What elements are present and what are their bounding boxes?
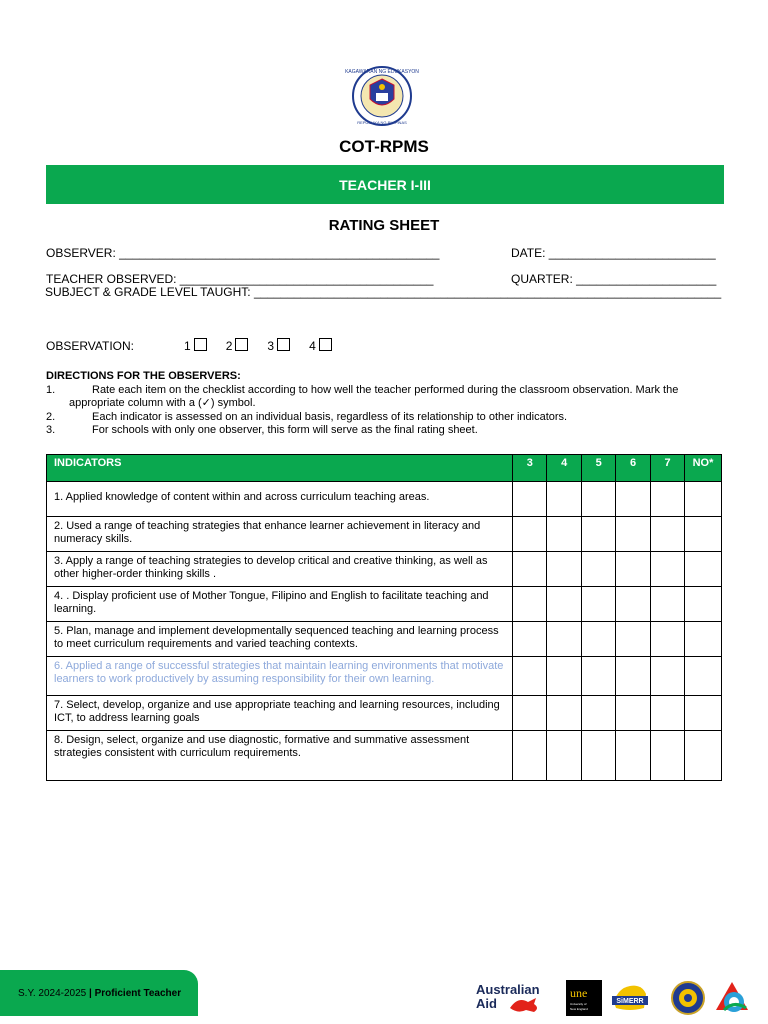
table-row bbox=[47, 517, 722, 552]
rating-cell[interactable] bbox=[651, 622, 685, 657]
footer-school-year: S.Y. 2024-2025 | Proficient Teacher bbox=[0, 970, 198, 1016]
rating-cell[interactable] bbox=[684, 731, 721, 781]
observation-label: OBSERVATION: bbox=[46, 339, 135, 353]
rating-cell[interactable] bbox=[651, 696, 685, 731]
simerr-logo bbox=[610, 980, 650, 1016]
header-indicators: INDICATORS bbox=[47, 455, 513, 482]
rating-cell[interactable] bbox=[547, 696, 582, 731]
rating-cell[interactable] bbox=[684, 587, 721, 622]
indicator-text: 7. Select, develop, organize and use appropriate teaching and learning resources, including ICT, to address learning goals bbox=[47, 696, 513, 731]
subject-grade-field[interactable]: SUBJECT & GRADE LEVEL TAUGHT: ______________________________________________________________________ bbox=[45, 285, 722, 299]
svg-text:une: une bbox=[570, 986, 588, 1000]
observation-option-3[interactable]: 3 bbox=[267, 338, 290, 353]
direction-item: 2. Each indicator is assessed on an individual basis, regardless of its relationship to other indicators. bbox=[46, 410, 568, 423]
rating-cell[interactable] bbox=[651, 517, 685, 552]
observation-row bbox=[46, 338, 351, 353]
rating-cell[interactable] bbox=[547, 622, 582, 657]
seal-top-text: KAGAWARAN NG EDUKASYON bbox=[345, 69, 419, 75]
observation-option-1[interactable]: 1 bbox=[184, 338, 207, 353]
table-row bbox=[47, 622, 722, 657]
rating-cell[interactable] bbox=[547, 517, 582, 552]
rating-cell[interactable] bbox=[582, 622, 616, 657]
table-row bbox=[47, 587, 722, 622]
rating-cell[interactable] bbox=[547, 482, 582, 517]
rating-cell[interactable] bbox=[547, 552, 582, 587]
teacher-observed-field[interactable]: TEACHER OBSERVED: ______________________________________ bbox=[46, 272, 434, 286]
teacher-level-band bbox=[46, 165, 724, 204]
date-field[interactable]: DATE: _________________________ bbox=[511, 246, 716, 260]
observation-option-2[interactable]: 2 bbox=[226, 338, 249, 353]
rating-cell[interactable] bbox=[684, 552, 721, 587]
rating-cell[interactable] bbox=[616, 657, 651, 696]
indicator-text: 4. . Display proficient use of Mother Tongue, Filipino and English to facilitate teaching and learning. bbox=[47, 587, 513, 622]
table-row bbox=[47, 657, 722, 696]
teacher-level-label: TEACHER I-III bbox=[339, 176, 431, 193]
rating-cell[interactable] bbox=[513, 731, 547, 781]
indicator-text: 6. Applied a range of successful strategies that maintain learning environments that motivate learners to work productively by assuming responsibility for their own learning. bbox=[47, 657, 513, 696]
rating-cell[interactable] bbox=[616, 622, 651, 657]
header-rating-4: 4 bbox=[547, 455, 582, 482]
header-rating-7: 7 bbox=[651, 455, 685, 482]
table-row bbox=[47, 696, 722, 731]
header-rating-3: 3 bbox=[513, 455, 547, 482]
rating-cell[interactable] bbox=[513, 657, 547, 696]
rating-cell[interactable] bbox=[582, 517, 616, 552]
observer-field[interactable]: OBSERVER: ________________________________________________ bbox=[46, 246, 440, 260]
rating-cell[interactable] bbox=[582, 552, 616, 587]
form-title: COT-RPMS bbox=[339, 137, 429, 156]
directions bbox=[46, 370, 718, 438]
institution-seal-logo bbox=[670, 980, 706, 1016]
table-row bbox=[47, 731, 722, 781]
direction-item: 3. For schools with only one observer, this form will serve as the final rating sheet. bbox=[46, 424, 478, 436]
rating-cell[interactable] bbox=[684, 482, 721, 517]
indicator-text: 3. Apply a range of teaching strategies to develop critical and creative thinking, as well as other higher-order thinking skills . bbox=[47, 552, 513, 587]
directions-heading: DIRECTIONS FOR THE OBSERVERS: bbox=[46, 370, 241, 382]
table-header-row bbox=[47, 455, 722, 482]
school-year: S.Y. 2024-2025 bbox=[18, 987, 87, 999]
observation-option-4[interactable]: 4 bbox=[309, 338, 332, 353]
rating-cell[interactable] bbox=[513, 622, 547, 657]
rating-cell[interactable] bbox=[651, 587, 685, 622]
rating-cell[interactable] bbox=[616, 517, 651, 552]
rating-cell[interactable] bbox=[651, 657, 685, 696]
rating-cell[interactable] bbox=[651, 482, 685, 517]
indicator-text: 1. Applied knowledge of content within and across curriculum teaching areas. bbox=[47, 482, 513, 517]
header-rating-5: 5 bbox=[582, 455, 616, 482]
rating-cell[interactable] bbox=[684, 696, 721, 731]
rating-cell[interactable] bbox=[684, 517, 721, 552]
rating-cell[interactable] bbox=[547, 731, 582, 781]
rating-cell[interactable] bbox=[651, 731, 685, 781]
checkbox-icon[interactable] bbox=[235, 338, 248, 351]
indicator-text: 5. Plan, manage and implement developmentally sequenced teaching and learning process to meet curriculum requirements and varied teaching contexts. bbox=[47, 622, 513, 657]
rating-cell[interactable] bbox=[513, 517, 547, 552]
indicator-text: 2. Used a range of teaching strategies that enhance learner achievement in literacy and numeracy skills. bbox=[47, 517, 513, 552]
rating-cell[interactable] bbox=[582, 482, 616, 517]
rating-cell[interactable] bbox=[513, 482, 547, 517]
rating-cell[interactable] bbox=[582, 587, 616, 622]
svg-text:Aid: Aid bbox=[476, 996, 497, 1011]
australian-aid-logo bbox=[474, 978, 554, 1018]
rating-cell[interactable] bbox=[547, 587, 582, 622]
rating-cell[interactable] bbox=[684, 622, 721, 657]
seal-bottom-text: REPUBLIKA NG PILIPINAS bbox=[357, 120, 407, 125]
header-no: NO* bbox=[684, 455, 721, 482]
rating-cell[interactable] bbox=[616, 587, 651, 622]
svg-text:University of: University of bbox=[570, 1002, 587, 1006]
rating-cell[interactable] bbox=[582, 657, 616, 696]
rating-cell[interactable] bbox=[616, 696, 651, 731]
rating-sheet-title: RATING SHEET bbox=[328, 217, 440, 234]
checkbox-icon[interactable] bbox=[319, 338, 332, 351]
svg-text:Australian: Australian bbox=[476, 982, 540, 997]
table-row bbox=[47, 482, 722, 517]
rating-cell[interactable] bbox=[616, 552, 651, 587]
rating-cell[interactable] bbox=[513, 587, 547, 622]
table-row bbox=[47, 552, 722, 587]
proficiency-level: Proficient Teacher bbox=[94, 987, 182, 999]
rating-cell[interactable] bbox=[513, 552, 547, 587]
rating-cell[interactable] bbox=[513, 696, 547, 731]
rating-cell[interactable] bbox=[684, 657, 721, 696]
checkbox-icon[interactable] bbox=[194, 338, 207, 351]
quarter-field[interactable]: QUARTER: _____________________ bbox=[511, 272, 717, 286]
indicators-table bbox=[46, 454, 722, 781]
seameo-logo bbox=[712, 980, 752, 1016]
checkbox-icon[interactable] bbox=[277, 338, 290, 351]
header-rating-6: 6 bbox=[616, 455, 651, 482]
rating-cell[interactable] bbox=[547, 657, 582, 696]
svg-text:New England: New England bbox=[570, 1007, 588, 1011]
une-logo bbox=[566, 980, 602, 1016]
svg-text:SiMERR: SiMERR bbox=[616, 998, 644, 1005]
rating-cell[interactable] bbox=[582, 696, 616, 731]
rating-cell[interactable] bbox=[582, 731, 616, 781]
deped-seal bbox=[343, 65, 421, 127]
rating-cell[interactable] bbox=[616, 731, 651, 781]
rating-cell[interactable] bbox=[616, 482, 651, 517]
direction-item: 1. Rate each item on the checklist according to how well the teacher performed during the classroom observation. Mark the appropriate column with a (✓) symbol. bbox=[46, 383, 679, 409]
indicator-text: 8. Design, select, organize and use diagnostic, formative and summative assessment strategies consistent with curriculum requirements. bbox=[47, 731, 513, 781]
rating-cell[interactable] bbox=[651, 552, 685, 587]
